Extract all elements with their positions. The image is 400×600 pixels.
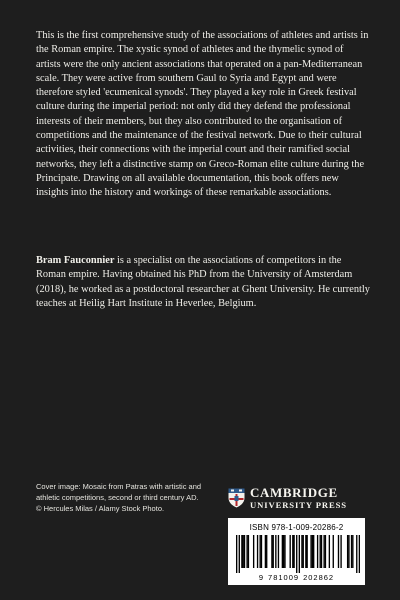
barcode-bar [312,535,313,568]
cambridge-shield-icon [228,488,245,508]
barcode-bar [293,535,294,568]
isbn-barcode-box [228,518,365,585]
author-bio [36,254,370,311]
barcode-digits [228,573,365,582]
barcode-bar [257,535,258,568]
book-blurb: This is the first comprehensive study of the associations of athletes and artists in the Roman empire. The xystic synod of athletes and the thymelic synod of artists were the only ancient associations that operated on a pan-Mediterranean scale. They were active from southern Gaul to Syria and Egypt and were therefore styled 'ecumenical synods'. They played a key role in Greek festival culture during the imperial period: not only did they defend the professional interests of their members, but they also contributed to the organisation of competitions and the maintenance of the festival network. Due to their cultural activities, their connections with the imperial court and their ramified social networks, they left a distinctive stamp on Greco-Roman elite culture during the Principate. Drawing on all available documentation, this book offers new insights into the history and workings of these remarkable associations. [36,30,369,199]
barcode-bar [310,535,311,568]
barcode-bar [246,535,247,568]
cover-image-credit: Cover image: Mosaic from Patras with artistic and athletic competitions, second or third century AD. © Hercules Milas / Alamy Stock Photo. [36,482,202,514]
barcode-bar [305,535,306,568]
barcode-bar [239,535,240,573]
barcode-bar [347,535,348,568]
barcode-bar [356,535,357,573]
barcode-bar [299,535,300,573]
barcode-bar [261,535,262,568]
barcode-bar [266,535,267,568]
barcode-bar [282,535,283,568]
barcode-bar [278,535,279,568]
barcode-bar [340,535,341,568]
barcode-bar [284,535,285,568]
barcode-digits-right: 202862 [303,573,335,582]
barcode-bar [338,535,339,568]
barcode-bar [236,535,237,573]
barcode-bar [351,535,352,568]
barcode-bar [271,535,272,568]
barcode-bar [265,535,266,568]
barcode-bar [303,535,304,568]
barcode-digits-left: 781009 [268,573,300,582]
barcode-bar [290,535,291,568]
barcode-bar [359,535,360,573]
barcode-bar [241,535,242,568]
barcode-bar [348,535,349,568]
barcode-bar [333,535,334,568]
barcode-bar [273,535,274,568]
author-bio-text: is a specialist on the associations of competitors in the Roman empire. Having obtained his PhD from the University of Amsterdam (2018), he worked as a postdoctoral researcher at Ghent University. He currently teaches at Heilig Hart Institute in Heverlee, Belgium. [36,255,370,309]
barcode-bar [275,535,276,568]
barcode-bar [243,535,244,568]
barcode-bar [292,535,293,568]
publisher-subtitle: UNIVERSITY PRESS [250,500,347,510]
barcode [236,535,360,573]
publisher-name: CAMBRIDGE [250,485,338,500]
isbn-label: ISBN 978-1-009-20286-2 [249,523,344,532]
barcode-bar [259,535,260,568]
publisher-logo [228,486,368,510]
barcode-digit-lead: 9 [258,573,265,582]
barcode-bar [317,535,318,568]
barcode-bar [323,535,324,568]
barcode-bar [325,535,326,568]
barcode-bar [321,535,322,568]
barcode-bar [352,535,353,568]
barcode-bar [329,535,330,568]
barcode-bar [253,535,254,568]
barcode-bar [248,535,249,568]
barcode-bar [313,535,314,568]
barcode-bar [283,535,284,568]
barcode-bar [301,535,302,568]
barcode-bar [320,535,321,568]
author-name: Bram Fauconnier [36,255,115,266]
barcode-bar [296,535,297,573]
barcode-bar [306,535,307,568]
barcode-bar [244,535,245,568]
